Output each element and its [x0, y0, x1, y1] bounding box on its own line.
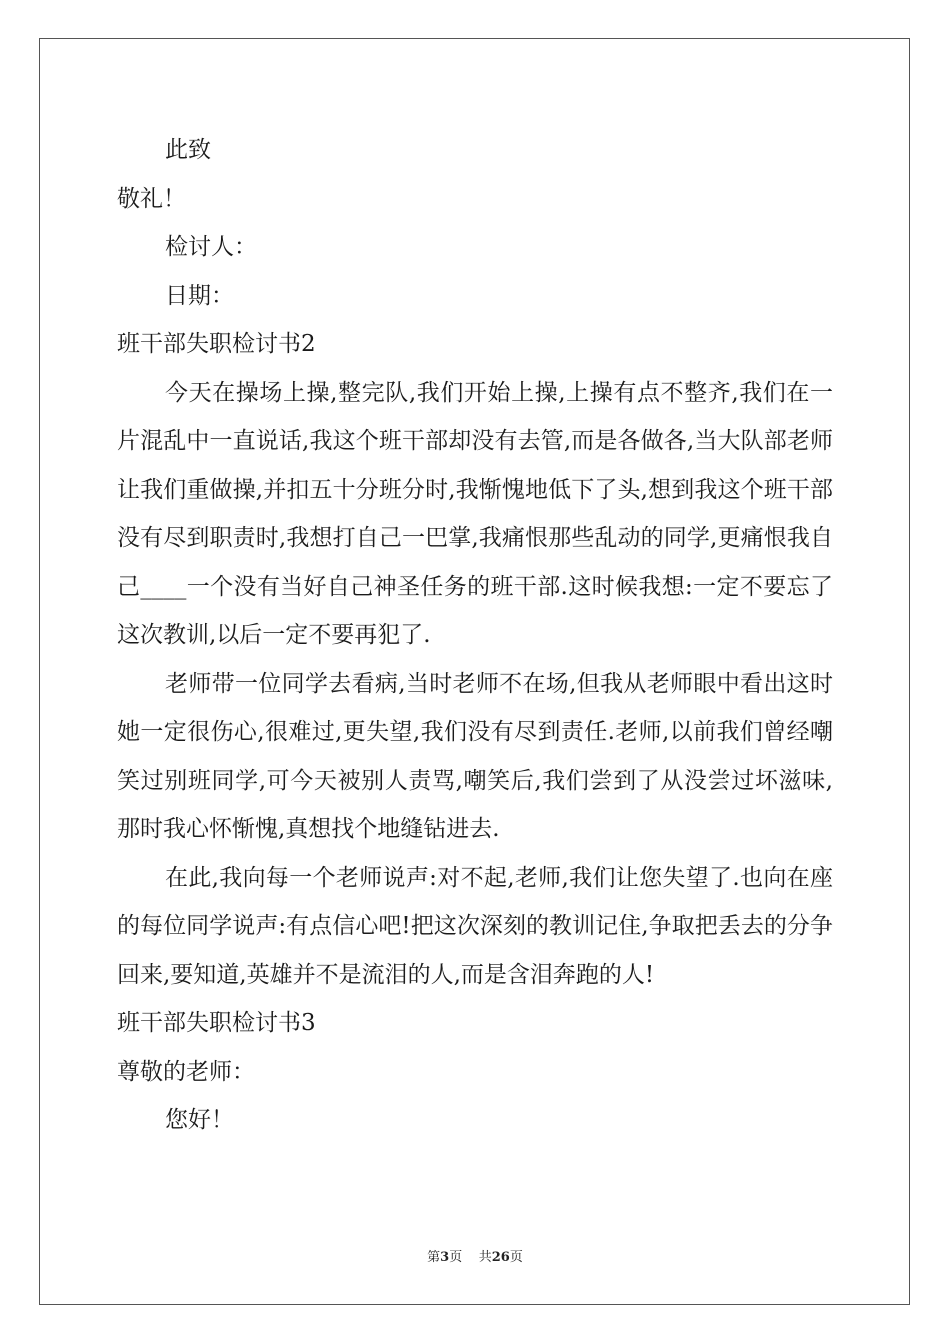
- document-body: [117, 126, 833, 1145]
- footer-total-prefix: 共: [478, 1250, 492, 1265]
- letter-signer: 检讨人：: [165, 234, 257, 260]
- section-title-2: 班干部失职检讨书2: [117, 331, 316, 357]
- footer-total-unit: 页: [509, 1250, 523, 1265]
- letter-closing: 此致: [165, 137, 211, 163]
- footer-page-unit: 页: [449, 1250, 463, 1265]
- letter-salute: 敬礼！: [117, 185, 186, 212]
- current-page-number: 3: [440, 1250, 450, 1265]
- section-title-3: 班干部失职检讨书3: [117, 1010, 316, 1036]
- paragraph: 在此,我向每一个老师说声:对不起,老师,我们让您失望了.也向在座的每位同学说声:有点信心吧!把这次深刻的教训记住,争取把丢去的分争回来,要知道,英雄并不是流泪的人,而是含泪奔跑的人!: [117, 864, 833, 988]
- page-footer: [0, 1246, 950, 1265]
- letter-greeting: 尊敬的老师：: [117, 1058, 255, 1085]
- footer-prefix: 第: [427, 1250, 441, 1265]
- paragraph: 今天在操场上操,整完队,我们开始上操,上操有点不整齐,我们在一片混乱中一直说话,我这个班干部却没有去管,而是各做各,当大队部老师让我们重做操,并扣五十分班分时,我惭愧地低下了头,想到我这个班干部没有尽到职责时,我想打自己一巴掌,我痛恨那些乱动的同学,更痛恨我自己____一个没有当好自己神圣任务的班干部.这时候我想:一定不要忘了这次教训,以后一定不要再犯了.: [117, 379, 833, 648]
- letter-date: 日期：: [165, 282, 234, 309]
- letter-hello: 您好！: [165, 1107, 234, 1133]
- paragraph: 老师带一位同学去看病,当时老师不在场,但我从老师眼中看出这时她一定很伤心,很难过,更失望,我们没有尽到责任.老师,以前我们曾经嘲笑过别班同学,可今天被别人责骂,嘲笑后,我们尝到了从没尝过坏滋味,那时我心怀惭愧,真想找个地缝钻进去.: [117, 670, 833, 842]
- total-page-count: 26: [491, 1250, 510, 1265]
